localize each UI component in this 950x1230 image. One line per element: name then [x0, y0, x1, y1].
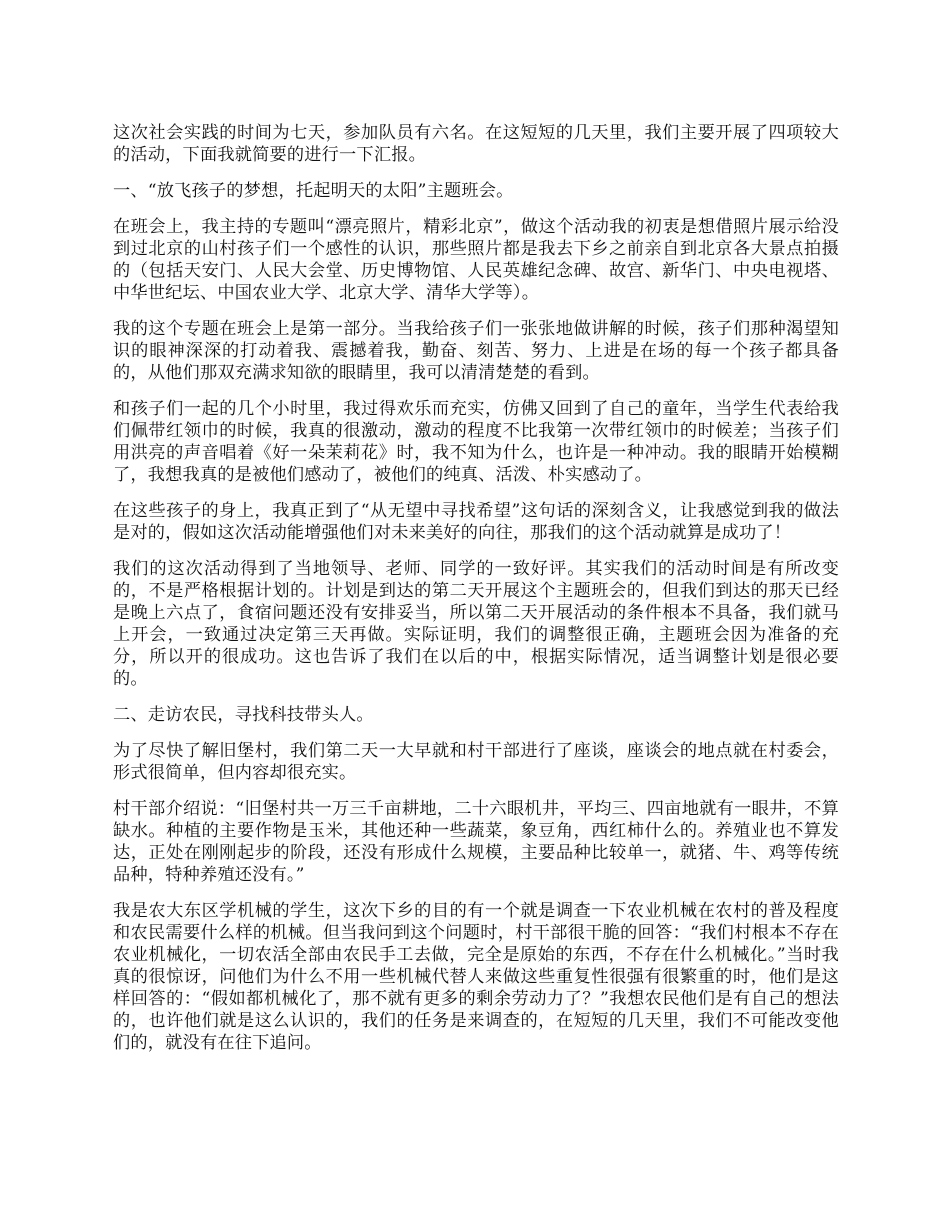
paragraph-intro: 这次社会实践的时间为七天，参加队员有六名。在这短短的几天里，我们主要开展了四项较大的活动，下面我就简要的进行一下汇报。: [113, 123, 839, 165]
paragraph: 我的这个专题在班会上是第一部分。当我给孩子们一张张地做讲解的时候，孩子们那种渴望知识的眼神深深的打动着我、震撼着我，勤奋、刻苦、努力、上进是在场的每一个孩子都具备的，从他们那双充满求知欲的眼睛里，我可以清清楚楚的看到。: [113, 319, 839, 383]
paragraph: 我是农大东区学机械的学生，这次下乡的目的有一个就是调查一下农业机械在农村的普及程度和农民需要什么样的机械。但当我问到这个问题时，村干部很干脆的回答：“我们村根本不存在农业机械化，一切农活全部由农民手工去做，完全是原始的东西，不存在什么机械化。”当时我真的很惊讶，问他们为什么不用一些机械代替人来做这些重复性很强有很繁重的时，他们是这样回答的：“假如都机械化了，那不就有更多的剩余劳动力了？”我想农民他们是有自己的想法的，也许他们就是这么认识的，我们的任务是来调查的，在短短的几天里，我们不可能改变他们的，就没有在往下追问。: [113, 901, 839, 1053]
paragraph: 我们的这次活动得到了当地领导、老师、同学的一致好评。其实我们的活动时间是有所改变的，不是严格根据计划的。计划是到达的第二天开展这个主题班会的，但我们到达的那天已经是晚上六点了，食宿问题还没有安排妥当，所以第二天开展活动的条件根本不具备，我们就马上开会，一致通过决定第三天再做。实际证明，我们的调整很正确，主题班会因为准备的充分，所以开的很成功。这也告诉了我们在以后的中，根据实际情况，适当调整计划是很必要的。: [113, 559, 839, 689]
paragraph: 在这些孩子的身上，我真正到了“从无望中寻找希望”这句话的深刻含义，让我感觉到我的做法是对的，假如这次活动能增强他们对未来美好的向往，那我们的这个活动就算是成功了！: [113, 501, 839, 543]
section-heading-2: 二、走访农民，寻找科技带头人。: [113, 705, 374, 725]
paragraph-quote: 村干部介绍说：“旧堡村共一万三千亩耕地，二十六眼机井，平均三、四亩地就有一眼井，不算缺水。种植的主要作物是玉米，其他还种一些蔬菜，象豆角，西红柿什么的。养殖业也不算发达，正处在刚刚起步的阶段，还没有形成什么规模，主要品种比较单一，就猪、牛、鸡等传统品种，特种养殖还没有。”: [113, 799, 839, 885]
paragraph: 在班会上，我主持的专题叫“漂亮照片，精彩北京”，做这个活动我的初衷是想借照片展示给没到过北京的山村孩子们一个感性的认识，那些照片都是我去下乡之前亲自到北京各大景点拍摄的（包括天安门、人民大会堂、历史博物馆、人民英雄纪念碑、故宫、新华门、中央电视塔、中华世纪坛、中国农业大学、北京大学、清华大学等）。: [113, 217, 839, 303]
section-heading-1: 一、“放飞孩子的梦想，托起明天的太阳”主题班会。: [113, 181, 514, 201]
document-page: [113, 122, 839, 1068]
paragraph: 为了尽快了解旧堡村，我们第二天一大早就和村干部进行了座谈，座谈会的地点就在村委会，形式很简单，但内容却很充实。: [113, 741, 839, 783]
paragraph: 和孩子们一起的几个小时里，我过得欢乐而充实，仿佛又回到了自己的童年，当学生代表给我们佩带红领巾的时候，我真的很激动，激动的程度不比我第一次带红领巾的时候差；当孩子们用洪亮的声音唱着《好一朵茉莉花》时，我不知为什么，也许是一种冲动。我的眼睛开始模糊了，我想我真的是被他们感动了，被他们的纯真、活泼、朴实感动了。: [113, 399, 839, 485]
